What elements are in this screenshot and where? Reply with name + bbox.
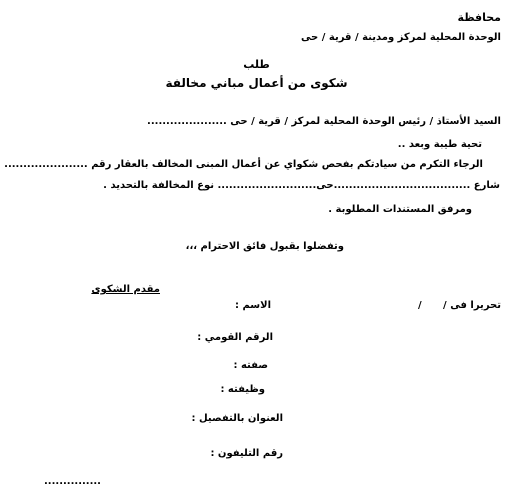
field-capacity-label: صفته : (233, 360, 268, 371)
request-line: الرجاء التكرم من سيادتكم بفحص شكواي عن أعمال المبنى المخالف بالعقار رقم ...................... (4, 159, 483, 170)
governorate-label: محافظة (457, 11, 501, 24)
addressee-line: السيد الأستاذ / رئيس الوحدة المحلية لمركز / قرية / حى ..................... (147, 116, 501, 127)
field-name-label: الاسم : (234, 300, 271, 311)
field-national-id-label: الرقم القومي : (197, 332, 273, 343)
date-separator: / (443, 300, 447, 311)
closing-line: وتفضلوا بقبول فائق الاحترام ،،، (185, 241, 344, 252)
field-job-label: وظيفته : (220, 384, 265, 395)
form-title-request: طلب (243, 58, 270, 71)
street-district-violation-line: شارع ....................................حى.......................... نوع المخالفة بالتحديد . (103, 180, 500, 191)
submitter-heading: مقدم الشكوى (91, 284, 160, 295)
field-address-label: العنوان بالتفصيل : (191, 413, 283, 424)
form-title-subject: شكوى من أعمال مباني مخالفة (165, 76, 348, 90)
local-unit-line: الوحدة المحلية لمركز ومدينة / قرية / حى (300, 32, 501, 43)
greeting-line: تحية طيبة وبعد .. (397, 139, 482, 150)
field-phone-label: رقم التليفون : (210, 448, 283, 459)
date-separator: / (418, 300, 422, 311)
attachments-line: ومرفق المستندات المطلوبة . (328, 204, 472, 215)
signature-dots: ............... (44, 476, 101, 487)
date-label: تحريرا فى (450, 300, 501, 311)
